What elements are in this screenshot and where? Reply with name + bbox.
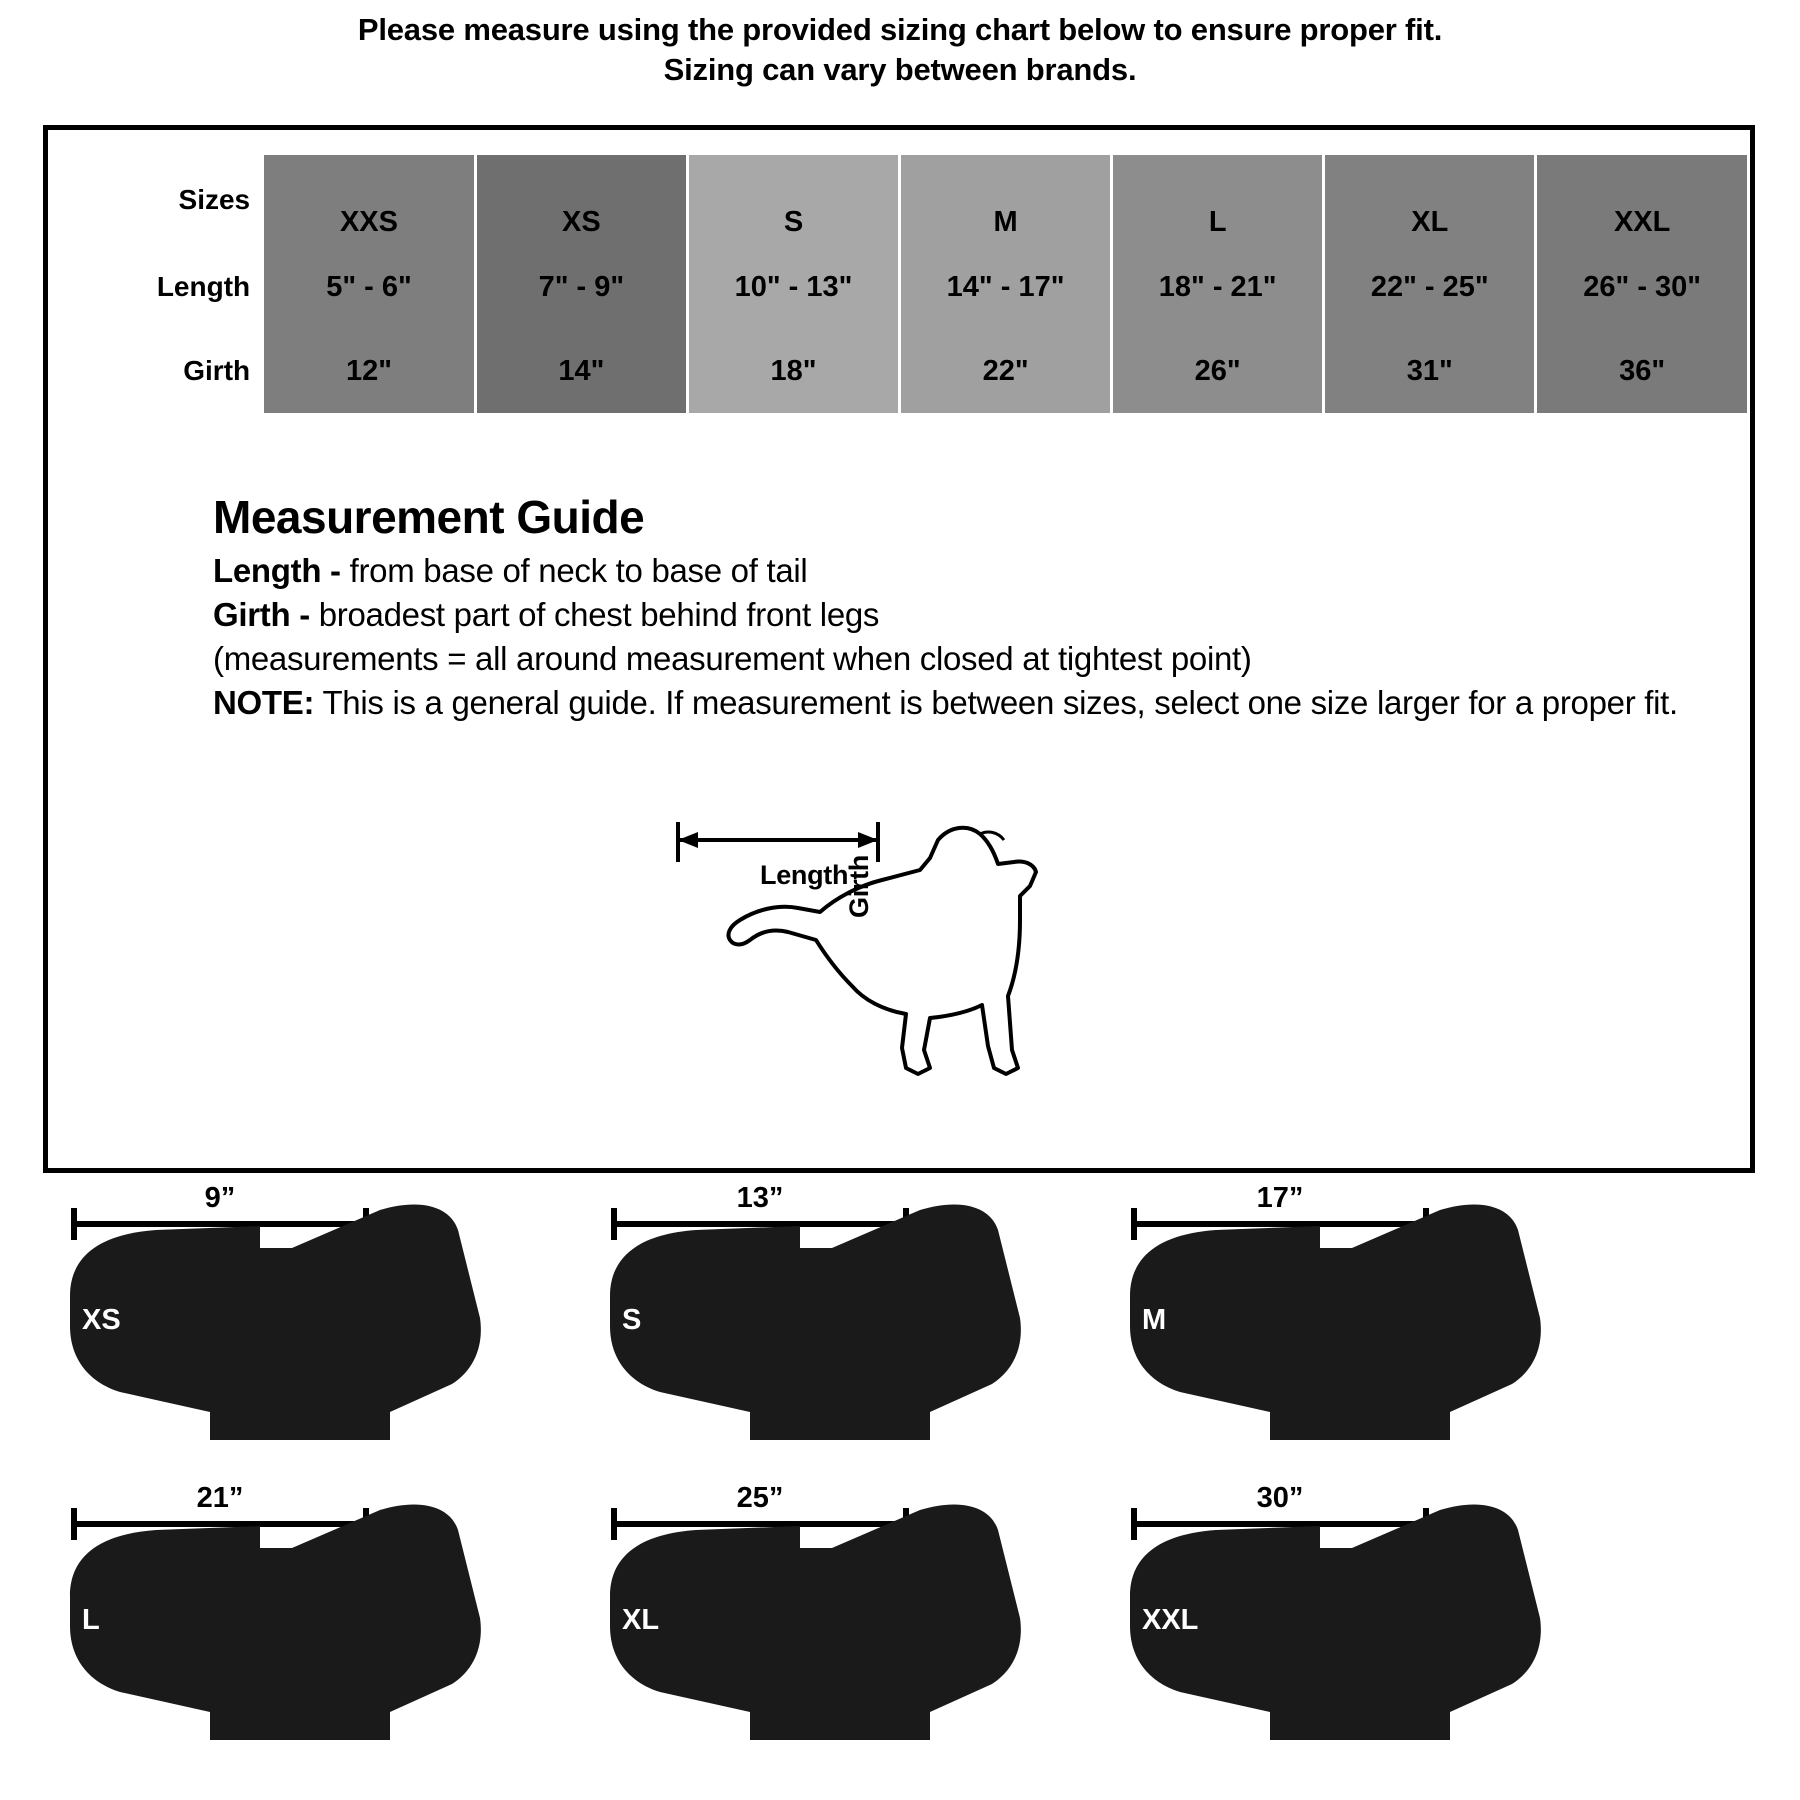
coat-item-xs [60, 1182, 580, 1486]
row-label-length: Length [86, 245, 264, 329]
coat-size-l: L [82, 1604, 100, 1636]
coat-measure-s: 13” [736, 1182, 784, 1214]
cell-length-4: 18" - 21" [1112, 245, 1324, 329]
coat-measure-xxl: 30” [1256, 1482, 1304, 1514]
cell-length-6: 26" - 30" [1536, 245, 1749, 329]
table-row-length [86, 245, 1749, 329]
coat-measure-xl: 25” [736, 1482, 784, 1514]
guide-parenthetical: (measurements = all around measurement when closed at tightest point) [213, 639, 1252, 677]
row-label-girth: Girth [86, 329, 264, 413]
cell-size-3: M [900, 155, 1112, 245]
coat-size-s: S [622, 1304, 642, 1336]
coat-size-xl: XL [622, 1604, 660, 1636]
cell-size-2: S [687, 155, 899, 245]
cell-length-1: 7" - 9" [475, 245, 687, 329]
cell-girth-2: 18" [687, 329, 899, 413]
cell-girth-1: 14" [475, 329, 687, 413]
cell-girth-4: 26" [1112, 329, 1324, 413]
cell-length-5: 22" - 25" [1324, 245, 1536, 329]
diagram-girth-label: Girth [844, 855, 874, 918]
guide-length-term: Length - [213, 552, 341, 589]
coat-measure-m: 17” [1256, 1182, 1304, 1214]
coat-silhouette-grid [0, 1182, 1800, 1800]
cell-girth-5: 31" [1324, 329, 1536, 413]
guide-note-term: NOTE: [213, 683, 315, 721]
guide-length-line [213, 550, 1713, 592]
coat-silhouette-icon [600, 1486, 1120, 1786]
guide-girth-line [213, 594, 1713, 636]
guide-note-text: This is a general guide. If measurement is between sizes, select one size larger for a proper fit. [314, 683, 1678, 721]
cell-size-0: XXS [264, 155, 475, 245]
coat-item-s [600, 1182, 1120, 1486]
size-table-wrapper [48, 155, 1750, 475]
table-row-sizes [86, 155, 1749, 245]
coat-item-xxl [1120, 1482, 1640, 1786]
coat-silhouette-icon [600, 1186, 1120, 1486]
coat-item-l [60, 1482, 580, 1786]
sizing-chart-panel [43, 125, 1755, 1173]
cell-length-3: 14" - 17" [900, 245, 1112, 329]
page-header [0, 0, 1800, 89]
coat-item-xl [600, 1482, 1120, 1786]
coat-size-xxl: XXL [1142, 1604, 1199, 1636]
coat-measure-xs: 9” [204, 1182, 236, 1214]
measurement-guide-title: Measurement Guide [213, 491, 645, 543]
guide-length-text: from base of neck to base of tail [340, 552, 808, 589]
cell-girth-3: 22" [900, 329, 1112, 413]
size-table [86, 155, 1750, 413]
cell-girth-6: 36" [1536, 329, 1749, 413]
dog-measurement-diagram [668, 800, 1148, 1130]
guide-girth-text: broadest part of chest behind front legs [309, 595, 880, 633]
coat-measure-l: 21” [196, 1482, 244, 1514]
coat-item-m [1120, 1182, 1640, 1486]
cell-size-4: L [1112, 155, 1324, 245]
cell-length-2: 10" - 13" [687, 245, 899, 329]
table-row-girth [86, 329, 1749, 413]
header-line-2: Sizing can vary between brands. [663, 51, 1137, 87]
coat-silhouette-icon [60, 1486, 580, 1786]
coat-silhouette-icon [1120, 1186, 1640, 1486]
row-label-sizes: Sizes [86, 155, 264, 245]
cell-size-5: XL [1324, 155, 1536, 245]
coat-size-m: M [1142, 1304, 1167, 1336]
dog-outline-icon [668, 800, 1148, 1130]
diagram-length-label: Length [760, 860, 849, 890]
guide-girth-term: Girth - [213, 595, 310, 633]
cell-size-6: XXL [1536, 155, 1749, 245]
measurement-guide [213, 490, 1713, 726]
cell-size-1: XS [475, 155, 687, 245]
cell-length-0: 5" - 6" [264, 245, 475, 329]
guide-note-line [213, 682, 1713, 724]
header-line-1: Please measure using the provided sizing chart below to ensure proper fit. [357, 12, 1443, 47]
coat-size-xs: XS [82, 1304, 121, 1336]
coat-silhouette-icon [60, 1186, 580, 1486]
cell-girth-0: 12" [264, 329, 475, 413]
